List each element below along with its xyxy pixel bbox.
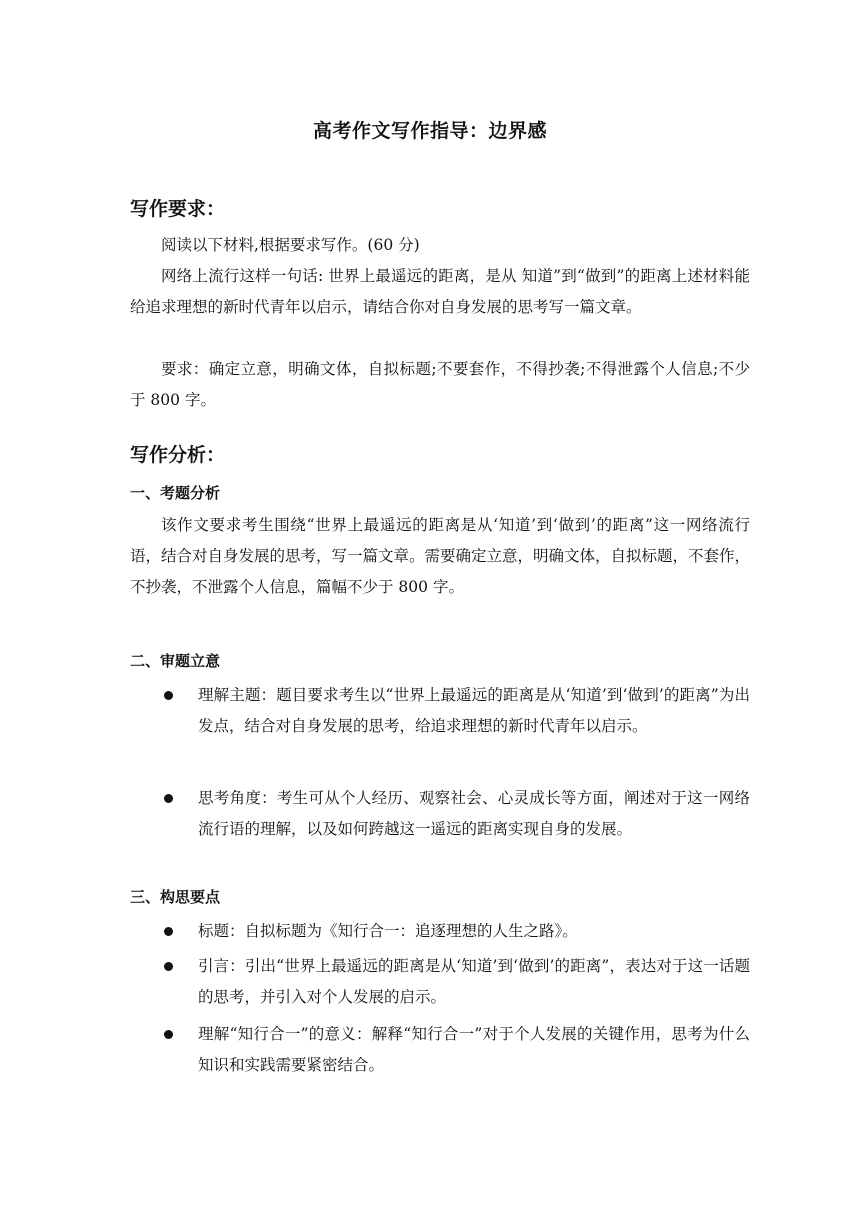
list-item-text: 思考角度：考生可从个人经历、观察社会、心灵成长等方面，阐述对于这一网络流行语的理解，以及如何跨越这一遥远的距离实现自身的发展。 — [198, 789, 750, 838]
section-heading-exam-analysis: 一、考题分析 — [130, 484, 221, 502]
bullet-icon — [164, 962, 173, 971]
list-item-text: 标题：自拟标题为《知行合一：追逐理想的人生之路》。 — [198, 922, 578, 940]
section-heading-outline: 三、构思要点 — [130, 888, 221, 906]
list-item — [170, 916, 750, 947]
requirement-paragraph: 网络上流行这样一句话: 世界上最遥远的距离，是从 知道”到“做到”的距离上述材料能给追求理想的新时代青年以启示，请结合你对自身发展的思考写一篇文章。 — [130, 267, 750, 316]
list-item-text: 引言：引出“世界上最遥远的距离是从‘知道’到‘做到’的距离”，表达对于这一话题的思考，并引入对个人发展的启示。 — [198, 957, 750, 1006]
list-item-text: 理解主题：题目要求考生以“世界上最遥远的距离是从‘知道’到‘做到’的距离”为出发点，结合对自身发展的思考，给追求理想的新时代青年以启示。 — [198, 686, 750, 735]
requirement-paragraph: 阅读以下材料,根据要求写作。(60 分) — [161, 236, 420, 254]
requirement-heading: 写作要求： — [130, 198, 226, 220]
list-item — [170, 783, 750, 845]
list-item-text: 理解“知行合一”的意义：解释“知行合一”对于个人发展的关键作用，思考为什么知识和实践需要紧密结合。 — [198, 1025, 750, 1074]
exam-analysis-paragraph: 该作文要求考生围绕“世界上最遥远的距离是从‘知道’到‘做到’的距离”这一网络流行语，结合对自身发展的思考，写一篇文章。需要确定立意，明确文体，自拟标题，不套作，不抄袭，不泄露个人信息，篇幅不少于 800 字。 — [130, 516, 751, 596]
analysis-heading: 写作分析： — [130, 444, 226, 466]
bullet-icon — [164, 691, 173, 700]
section-heading-topic-understanding: 二、审题立意 — [130, 652, 221, 670]
document-title: 高考作文写作指导：边界感 — [312, 120, 547, 142]
bullet-icon — [164, 927, 173, 936]
list-item — [170, 951, 750, 1013]
list-item — [170, 680, 750, 742]
list-item — [170, 1019, 750, 1081]
requirement-paragraph: 要求：确定立意，明确文体，自拟标题;不要套作，不得抄袭;不得泄露个人信息;不少于 800 字。 — [130, 360, 750, 409]
bullet-icon — [164, 794, 173, 803]
bullet-icon — [164, 1030, 173, 1039]
